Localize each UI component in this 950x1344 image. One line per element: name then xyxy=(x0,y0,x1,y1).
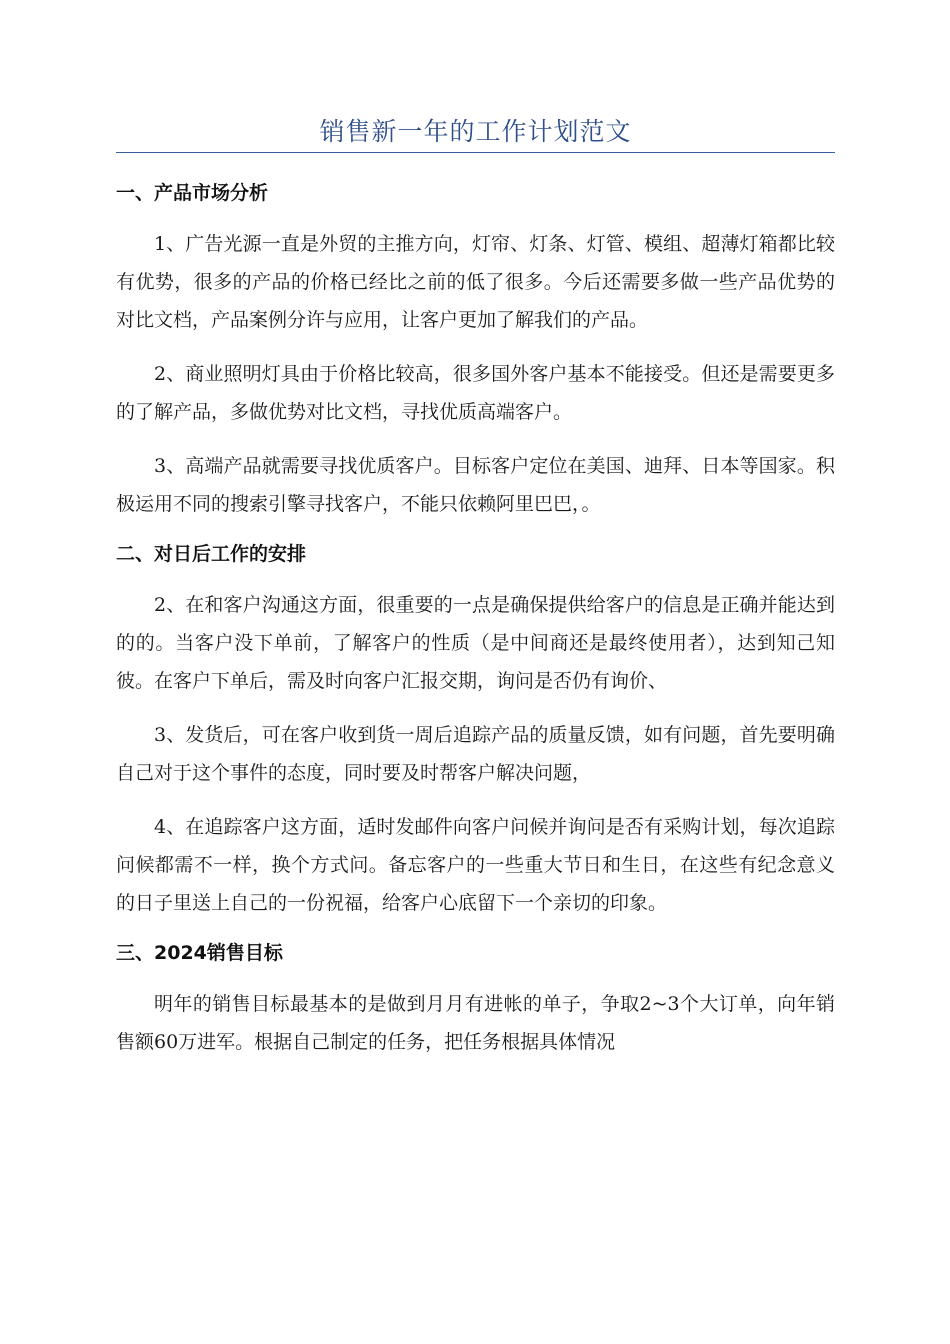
paragraph: 1、广告光源一直是外贸的主推方向，灯帘、灯条、灯管、模组、超薄灯箱都比较有优势，很多的产品的价格已经比之前的低了很多。今后还需要多做一些产品优势的对比文档，产品案例分许与应用，让客户更加了解我们的产品。 xyxy=(116,233,835,331)
section-heading-2: 二、对日后工作的安排 xyxy=(116,543,307,565)
paragraph: 3、高端产品就需要寻找优质客户。目标客户定位在美国、迪拜、日本等国家。积极运用不同的搜索引擎寻找客户，不能只依赖阿里巴巴，。 xyxy=(116,455,835,515)
section-heading-1: 一、产品市场分析 xyxy=(116,182,269,204)
section-heading-3: 三、2024销售目标 xyxy=(116,942,283,964)
paragraph: 3、发货后，可在客户收到货一周后追踪产品的质量反馈，如有问题，首先要明确自己对于这个事件的态度，同时要及时帮客户解决问题， xyxy=(116,724,835,784)
document-title: 销售新一年的工作计划范文 xyxy=(319,117,632,146)
paragraph: 4、在追踪客户这方面，适时发邮件向客户问候并询问是否有采购计划，每次追踪问候都需不一样，换个方式问。备忘客户的一些重大节日和生日，在这些有纪念意义的日子里送上自己的一份祝福，给客户心底留下一个亲切的印象。 xyxy=(116,816,835,914)
title-underline xyxy=(116,152,835,153)
paragraph: 2、在和客户沟通这方面，很重要的一点是确保提供给客户的信息是正确并能达到的的。当客户没下单前，了解客户的性质（是中间商还是最终使用者），达到知己知彼。在客户下单后，需及时向客户汇报交期，询问是否仍有询价、 xyxy=(116,594,835,692)
document-page xyxy=(116,112,835,1061)
paragraph: 2、商业照明灯具由于价格比较高，很多国外客户基本不能接受。但还是需要更多的了解产品，多做优势对比文档，寻找优质高端客户。 xyxy=(116,363,835,423)
paragraph: 明年的销售目标最基本的是做到月月有进帐的单子，争取2~3个大订单，向年销售额60万进军。根据自己制定的任务，把任务根据具体情况 xyxy=(116,993,835,1053)
